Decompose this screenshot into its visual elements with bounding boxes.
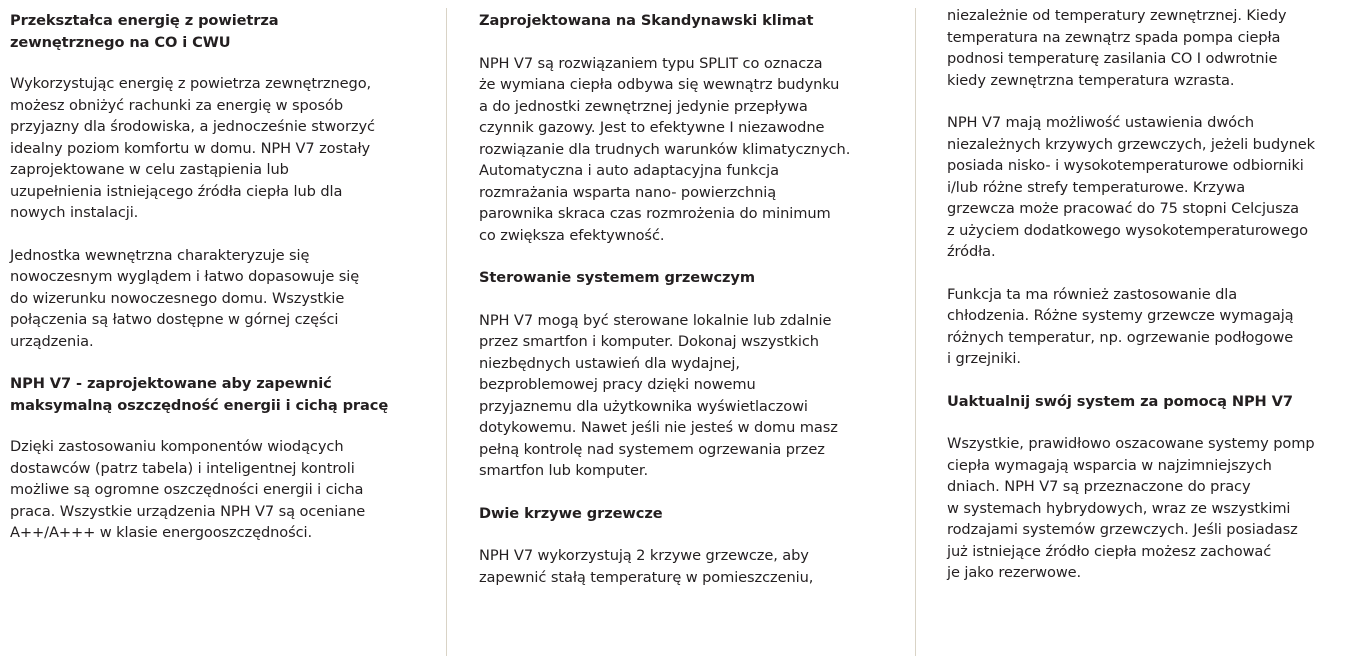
- paragraph-indoor-unit: Jednostka wewnętrzna charakteryzuje się nowoczesnym wyglądem i łatwo dopasowuje się do wizerunku nowoczesnego domu. Wszystkie połączenia są łatwo dostępne w górnej części urządzenia.: [10, 246, 360, 350]
- section-heading-upgrade: Uaktualnij swój system za pomocą NPH V7: [947, 392, 1293, 410]
- section-heading-heating-control: Sterowanie systemem grzewczym: [479, 269, 755, 286]
- section-heading-scandinavian-climate: Zaprojektowana na Skandynawski klimat: [479, 12, 814, 29]
- paragraph-two-curves-setting: NPH V7 mają możliwość ustawienia dwóch niezależnych krzywych grzewczych, jeżeli budynek posiada nisko- i wysokotemperaturowe odbiorniki i/lub różne strefy temperaturowe. Krzywa grzewcza może pracować do 75 stopni Celcjusza z użyciem dodatkowego wysokotemperaturowego źródła.: [947, 114, 1316, 260]
- paragraph-hybrid-systems: Wszystkie, prawidłowo oszacowane systemy pomp ciepła wymagają wsparcia w najzimniejszych dniach. NPH V7 są przeznaczone do pracy w systemach hybrydowych, wraz ze wszystkimi rodzajami systemów grzewczych. Jeśli posiadasz już istniejące źródło ciepła możesz zachować je jako rezerwowe.: [947, 435, 1315, 581]
- text-column-2: [479, 0, 899, 588]
- paragraph-components: Dzięki zastosowaniu komponentów wiodących dostawców (patrz tabela) i inteligentnej kontroli możliwe są ogromne oszczędności energii i cicha praca. Wszystkie urządzenia NPH V7 są oceniane A++/A+++ w klasie energooszczędności.: [10, 438, 366, 541]
- section-heading-two-curves: Dwie krzywe grzewcze: [479, 504, 663, 522]
- paragraph-heating-curves: NPH V7 wykorzystują 2 krzywe grzewcze, aby zapewnić stałą temperaturę w pomieszczeniu,: [479, 547, 814, 586]
- column-divider: [915, 8, 916, 656]
- text-column-3: [947, 0, 1352, 584]
- column-divider: [446, 8, 447, 656]
- section-heading-max-savings: NPH V7 - zaprojektowane aby zapewnić maksymalną oszczędność energii i cichą pracę: [10, 375, 389, 414]
- paragraph-outdoor-temperature: niezależnie od temperatury zewnętrznej. Kiedy temperatura na zewnątrz spada pompa ciepła podnosi temperaturę zasilania CO I odwrotnie kiedy zewnętrzna temperatura wzrasta.: [947, 7, 1287, 89]
- paragraph-remote-control: NPH V7 mogą być sterowane lokalnie lub zdalnie przez smartfon i komputer. Dokonaj wszystkich niezbędnych ustawień dla wydajnej, bezproblemowej pracy dzięki nowemu przyjaznemu dla użytkownika wyświetlaczowi dotykowemu. Nawet jeśli nie jesteś w domu masz pełną kontrolę nad systemem ogrzewania przez smartfon lub komputer.: [479, 311, 838, 479]
- section-heading-energy-conversion: Przekształca energię z powietrza zewnętrznego na CO i CWU: [10, 12, 279, 51]
- paragraph-cooling: Funkcja ta ma również zastosowanie dla chłodzenia. Różne systemy grzewcze wymagają różnych temperatur, np. ogrzewanie podłogowe i grzejniki.: [947, 285, 1294, 367]
- text-column-1: [10, 0, 428, 544]
- paragraph-split-system: NPH V7 są rozwiązaniem typu SPLIT co oznacza że wymiana ciepła odbywa się wewnątrz budynku a do jednostki zewnętrznej jedynie przepływa czynnik gazowy. Jest to efektywne I niezawodne rozwiązanie dla trudnych warunków klimatycznych. Automatyczna i auto adaptacyjna funkcja rozmrażania wsparta nano- powierzchnią parownika skraca czas rozmrożenia do minimum co zwiększa efektywność.: [479, 54, 851, 244]
- paragraph-energy-savings: Wykorzystując energię z powietrza zewnętrznego, możesz obniżyć rachunki za energię w sposób przyjazny dla środowiska, a jednocześnie stworzyć idealny poziom komfortu w domu. NPH V7 zostały zaprojektowane w celu zastąpienia lub uzupełnienia istniejącego źródła ciepła lub dla nowych instalacji.: [10, 75, 375, 221]
